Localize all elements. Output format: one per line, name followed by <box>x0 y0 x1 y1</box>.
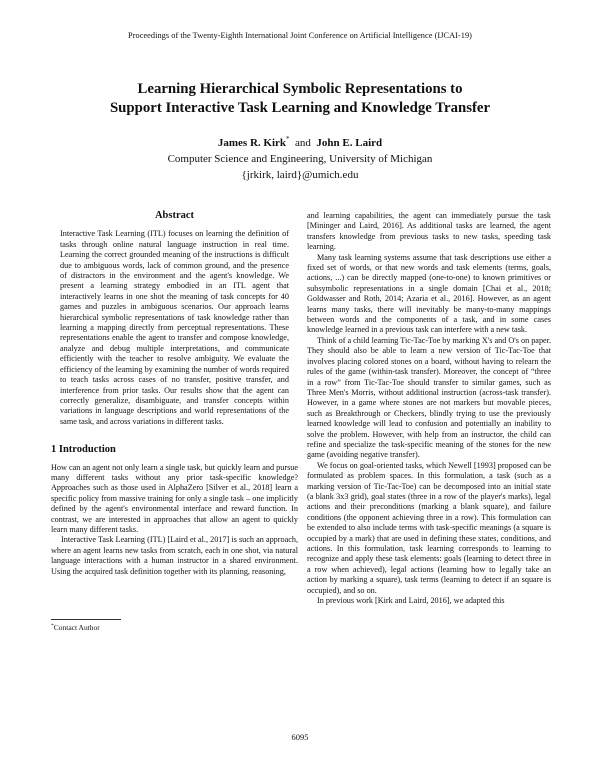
author-2: John E. Laird <box>316 137 383 149</box>
right-paragraph-2: Many task learning systems assume that task descriptions use either a fixed set of words, or that new words and task elements (terms, goals, actions, ...) can be directly mapped (one-to-one) to known primitives or subsymbolic representations in a single domain [Chai et al., 2018; Goldwasser and Roth, 2014; Azaria et al., 2016]. However, as an agent learns many tasks, there will inevitably be many-to-many mappings between words and the components of a task, and in some cases knowledge learned in a previous task can interfere with a new task. <box>307 252 551 335</box>
footnote <box>51 619 298 632</box>
right-paragraph-4: We focus on goal-oriented tasks, which Newell [1993] proposed can be formulated as problem spaces. In this formulation, a task (such as a marking version of Tic-Tac-Toe) can be decomposed into an initial state (a blank 3x3 grid), goal states (three in a row of the player's marks), legal actions and their preconditions (marking a blank square), and failure conditions (the opponent achieving three in a row). This formulation can be extended to also include terms with task-specific meanings (a square is occupied by a mark) that are used in defining these states, conditions, and actions. In this formulation, task learning corresponds to learning to recognize and apply these task elements: goals (learning to detect three in a row when achieved), legal actions (learning how to legally take an action by marking a square), task terms (learning to detect if an square is occupied), and so on. <box>307 460 551 595</box>
proceedings-header: Proceedings of the Twenty-Eighth International Joint Conference on Artificial Intelligence (IJCAI-19) <box>128 31 472 40</box>
author-1-footnote-mark: * <box>286 135 290 143</box>
author-1: James R. Kirk <box>217 137 287 149</box>
author-separator: and <box>295 137 311 149</box>
affiliation: Computer Science and Engineering, University of Michigan <box>167 153 433 165</box>
footnote-mark: * <box>51 623 54 629</box>
paper-title <box>0 80 600 117</box>
title-line-2: Support Interactive Task Learning and Knowledge Transfer <box>109 99 491 116</box>
intro-paragraph-1: How can an agent not only learn a single task, but quickly learn and pursue many different tasks without any prior task-specific knowledge? Approaches such as those used in AlphaZero [Silver et al., 2018] learn a specific policy from massive training for only a single task – one implicitly defined by the agent's environmental interface and reward function. In contrast, we are interested in approaches that allow an agent to quickly learn many different tasks. <box>51 462 298 534</box>
left-column <box>51 211 298 577</box>
footnote-rule <box>51 619 121 620</box>
right-paragraph-1: and learning capabilities, the agent can immediately pursue the task [Mininger and Laird, 2016]. As additional tasks are learned, the agent transfers knowledge from previous tasks to new tasks, speeding task learning. <box>307 211 551 252</box>
abstract-text: Interactive Task Learning (ITL) focuses on learning the definition of tasks through online natural language instruction in real time. Learning the correct grounded meaning of the instructions is difficult due to ambiguous words, lack of common ground, and the presence of distractors in the environment and the agent's knowledge. We present a learning strategy embodied in an ITL agent that interactively learns in one shot the meaning of task concepts for 40 games and puzzles in ambiguous scenarios. Our approach learns hierarchical symbolic representations of task knowledge rather than learning a mapping directly from perceptual representations. These representations enable the agent to transfer and compose knowledge, analyze and debug multiple interpretations, and communicate efficiently with the teacher to resolve ambiguity. We evaluate the efficiency of the learning by examining the number of words required to teach tasks across cases of no transfer, positive transfer, and interference from prior tasks. Our results show that the agent can correctly generalize, disambiguate, and transfer concepts within variations in language descriptions and world representations of the same task, and across variations in different tasks. <box>60 229 289 426</box>
authors-block <box>0 135 600 183</box>
abstract-heading: Abstract <box>154 210 195 221</box>
footnote-text: Contact Author <box>53 623 100 632</box>
intro-paragraph-2: Interactive Task Learning (ITL) [Laird et al., 2017] is such an approach, where an agent learns new tasks from scratch, each in one shot, via natural language interactions with a human instructor in a shared environment. Using the acquired task definition together with its planning, reasoning, <box>51 535 298 576</box>
right-column <box>307 211 551 606</box>
author-email: {jrkirk, laird}@umich.edu <box>241 169 359 181</box>
page-number: 6095 <box>291 732 309 742</box>
right-paragraph-3: Think of a child learning Tic-Tac-Toe by marking X's and O's on paper. They should also be able to learn a new version of Tic-Tac-Toe that involves placing colored stones on a board, without having to relearn the rules of the game (within-task transfer). Moreover, the concept of “three in a row” from Tic-Tac-Toe should transfer to similar games, such as Three Men's Morris, without additional instruction (across-task transfer). However, in a game where stones are not markers but movable pieces, such as Breakthrough or Checkers, blindly trying to use the previously learned knowledge will lead to confusion and potentially an inability to solve the problem. However, with help from an instructor, the child can refine and specialize the task-specific meaning of the stones for the new game (avoiding negative transfer). <box>307 335 551 460</box>
right-paragraph-5: In previous work [Kirk and Laird, 2016], we adapted this <box>317 596 505 606</box>
introduction-heading: 1 Introduction <box>51 444 116 456</box>
author-line <box>0 135 600 151</box>
abstract-body <box>60 229 289 427</box>
title-line-1: Learning Hierarchical Symbolic Representations to <box>137 81 463 97</box>
